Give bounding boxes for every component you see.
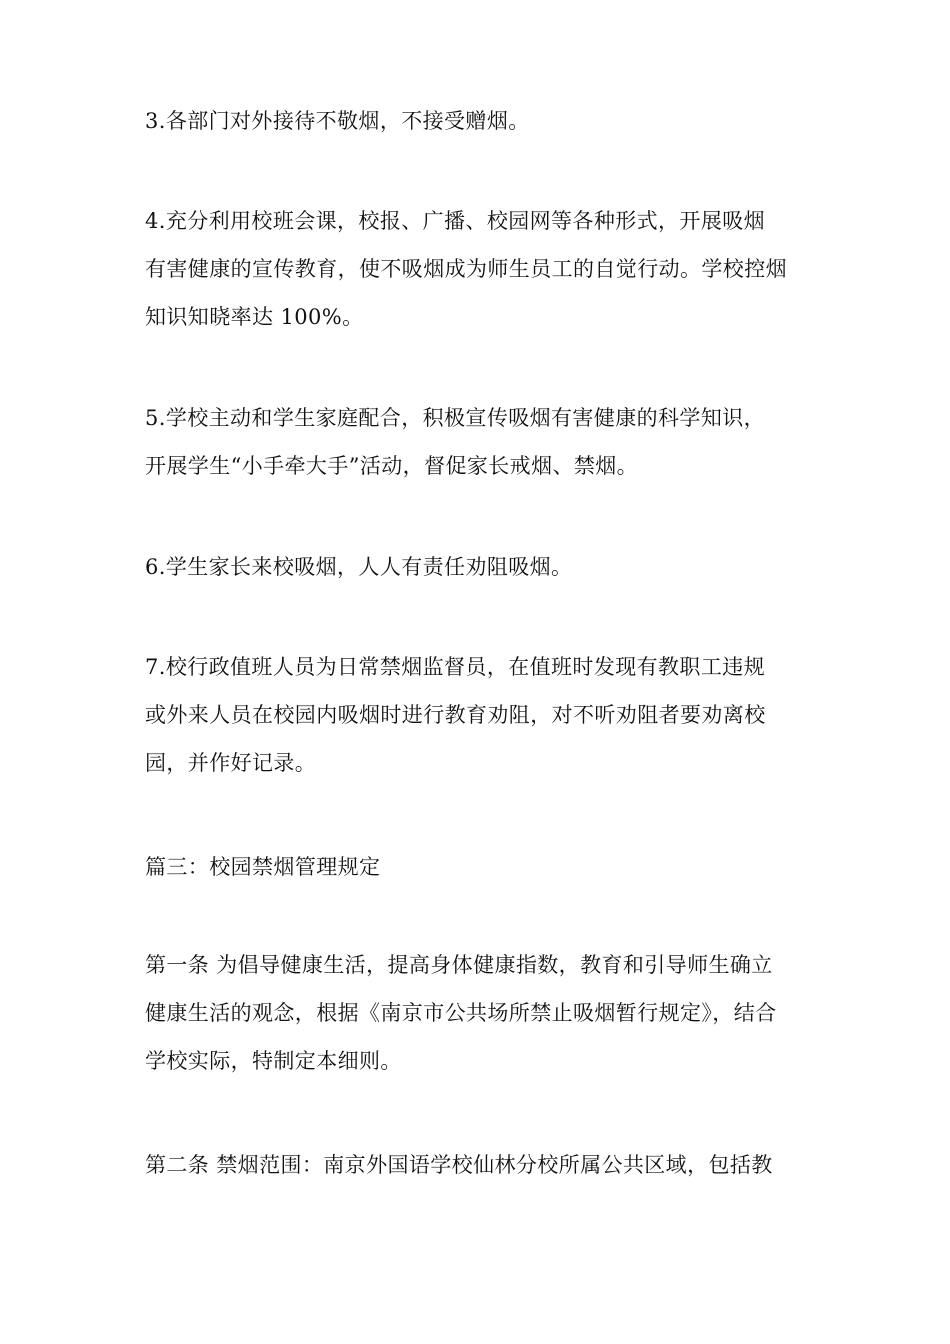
text-line: 开展学生“小手牵大手”活动，督促家长戒烟、禁烟。 (145, 454, 639, 478)
text-line: 第二条 禁烟范围：南京外国语学校仙林分校所属公共区域，包括教 (145, 1153, 773, 1177)
text-line: 或外来人员在校园内吸烟时进行教育劝阻，对不听劝阻者要劝离校 (145, 703, 766, 727)
text-line: 知识知晓率达 100%。 (145, 305, 364, 329)
text-line: 5.学校主动和学生家庭配合，积极宣传吸烟有害健康的科学知识， (145, 406, 766, 430)
text-line: 4.充分利用校班会课，校报、广播、校园网等各种形式，开展吸烟 (145, 209, 766, 233)
paragraph-item-3 (145, 97, 815, 145)
text-line: 健康生活的观念，根据《南京市公共场所禁止吸烟暂行规定》，结合 (145, 1001, 777, 1025)
article-2 (145, 1141, 815, 1189)
text-line: 第一条 为倡导健康生活，提高身体健康指数，教育和引导师生确立 (145, 953, 773, 977)
paragraph-item-6 (145, 543, 815, 591)
paragraph-item-4 (145, 197, 815, 341)
text-line: 学校实际，特制定本细则。 (145, 1049, 402, 1073)
heading-text: 篇三：校园禁烟管理规定 (145, 855, 381, 879)
section-heading (145, 843, 815, 891)
text-line: 园，并作好记录。 (145, 751, 317, 775)
text-line: 7.校行政值班人员为日常禁烟监督员，在值班时发现有教职工违规 (145, 655, 766, 679)
text-line: 3.各部门对外接待不敬烟，不接受赠烟。 (145, 109, 530, 133)
article-1 (145, 941, 815, 1085)
text-line: 6.学生家长来校吸烟，人人有责任劝阻吸烟。 (145, 555, 573, 579)
paragraph-item-5 (145, 394, 815, 490)
paragraph-item-7 (145, 643, 815, 787)
text-line: 有害健康的宣传教育，使不吸烟成为师生员工的自觉行动。学校控烟 (145, 257, 787, 281)
